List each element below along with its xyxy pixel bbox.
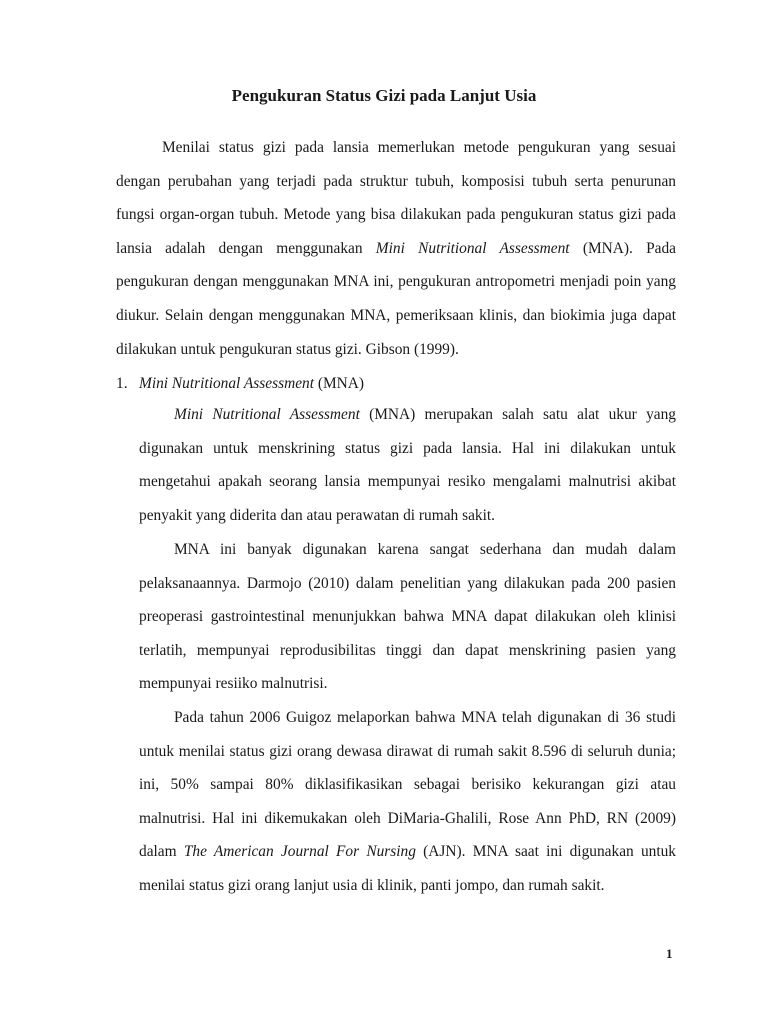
mna-paragraph-2: MNA ini banyak digunakan karena sangat sederhana dan mudah dalam pelaksanaannya. Darmojo (2010) dalam penelitian yang dilakukan pada 200 pasien preoperasi gastrointestinal menunjukkan bahwa MNA dapat dilakukan oleh klinisi terlatih, mempunyai reprodusibilitas tinggi dan dapat menskrining pasien yang mempunyai resiiko malnutrisi. [139, 541, 676, 693]
mna-paragraph-1: Mini Nutritional Assessment (MNA) merupakan salah satu alat ukur yang digunakan untuk menskrining status gizi pada lansia. Hal ini dilakukan untuk mengetahui apakah seorang lansia mempunyai resiko mengalami malnutrisi akibat penyakit yang diderita dan atau perawatan di rumah sakit. [139, 406, 676, 524]
page-number: 1 [666, 946, 673, 961]
mna-paragraph-3: Pada tahun 2006 Guigoz melaporkan bahwa MNA telah digunakan di 36 studi untuk menilai status gizi orang dewasa dirawat di rumah sakit 8.596 di seluruh dunia; ini, 50% sampai 80% diklasifikasikan sebagai berisiko kekurangan gizi atau malnutrisi. Hal ini dikemukakan oleh DiMaria-Ghalili, Rose Ann PhD, RN (2009) dalam The American Journal For Nursing (AJN). MNA saat ini digunakan untuk menilai status gizi orang lanjut usia di klinik, panti jompo, dan rumah sakit. [139, 709, 676, 894]
document-title: Pengukuran Status Gizi pada Lanjut Usia [231, 86, 537, 105]
list-number: 1. [116, 375, 128, 392]
section-heading-mna: 1. Mini Nutritional Assessment (MNA) [116, 369, 364, 399]
intro-paragraph: Menilai status gizi pada lansia memerlukan metode pengukuran yang sesuai dengan perubahan yang terjadi pada struktur tubuh, komposisi tubuh serta penurunan fungsi organ-organ tubuh. Metode yang bisa dilakukan pada pengukuran status gizi pada lansia adalah dengan menggunakan Mini Nutritional Assessment (MNA). Pada pengukuran dengan menggunakan MNA ini, pengukuran antropometri menjadi poin yang diukur. Selain dengan menggunakan MNA, pemeriksaan klinis, dan biokimia juga dapat dilakukan untuk pengukuran status gizi. Gibson (1999). [116, 139, 676, 358]
